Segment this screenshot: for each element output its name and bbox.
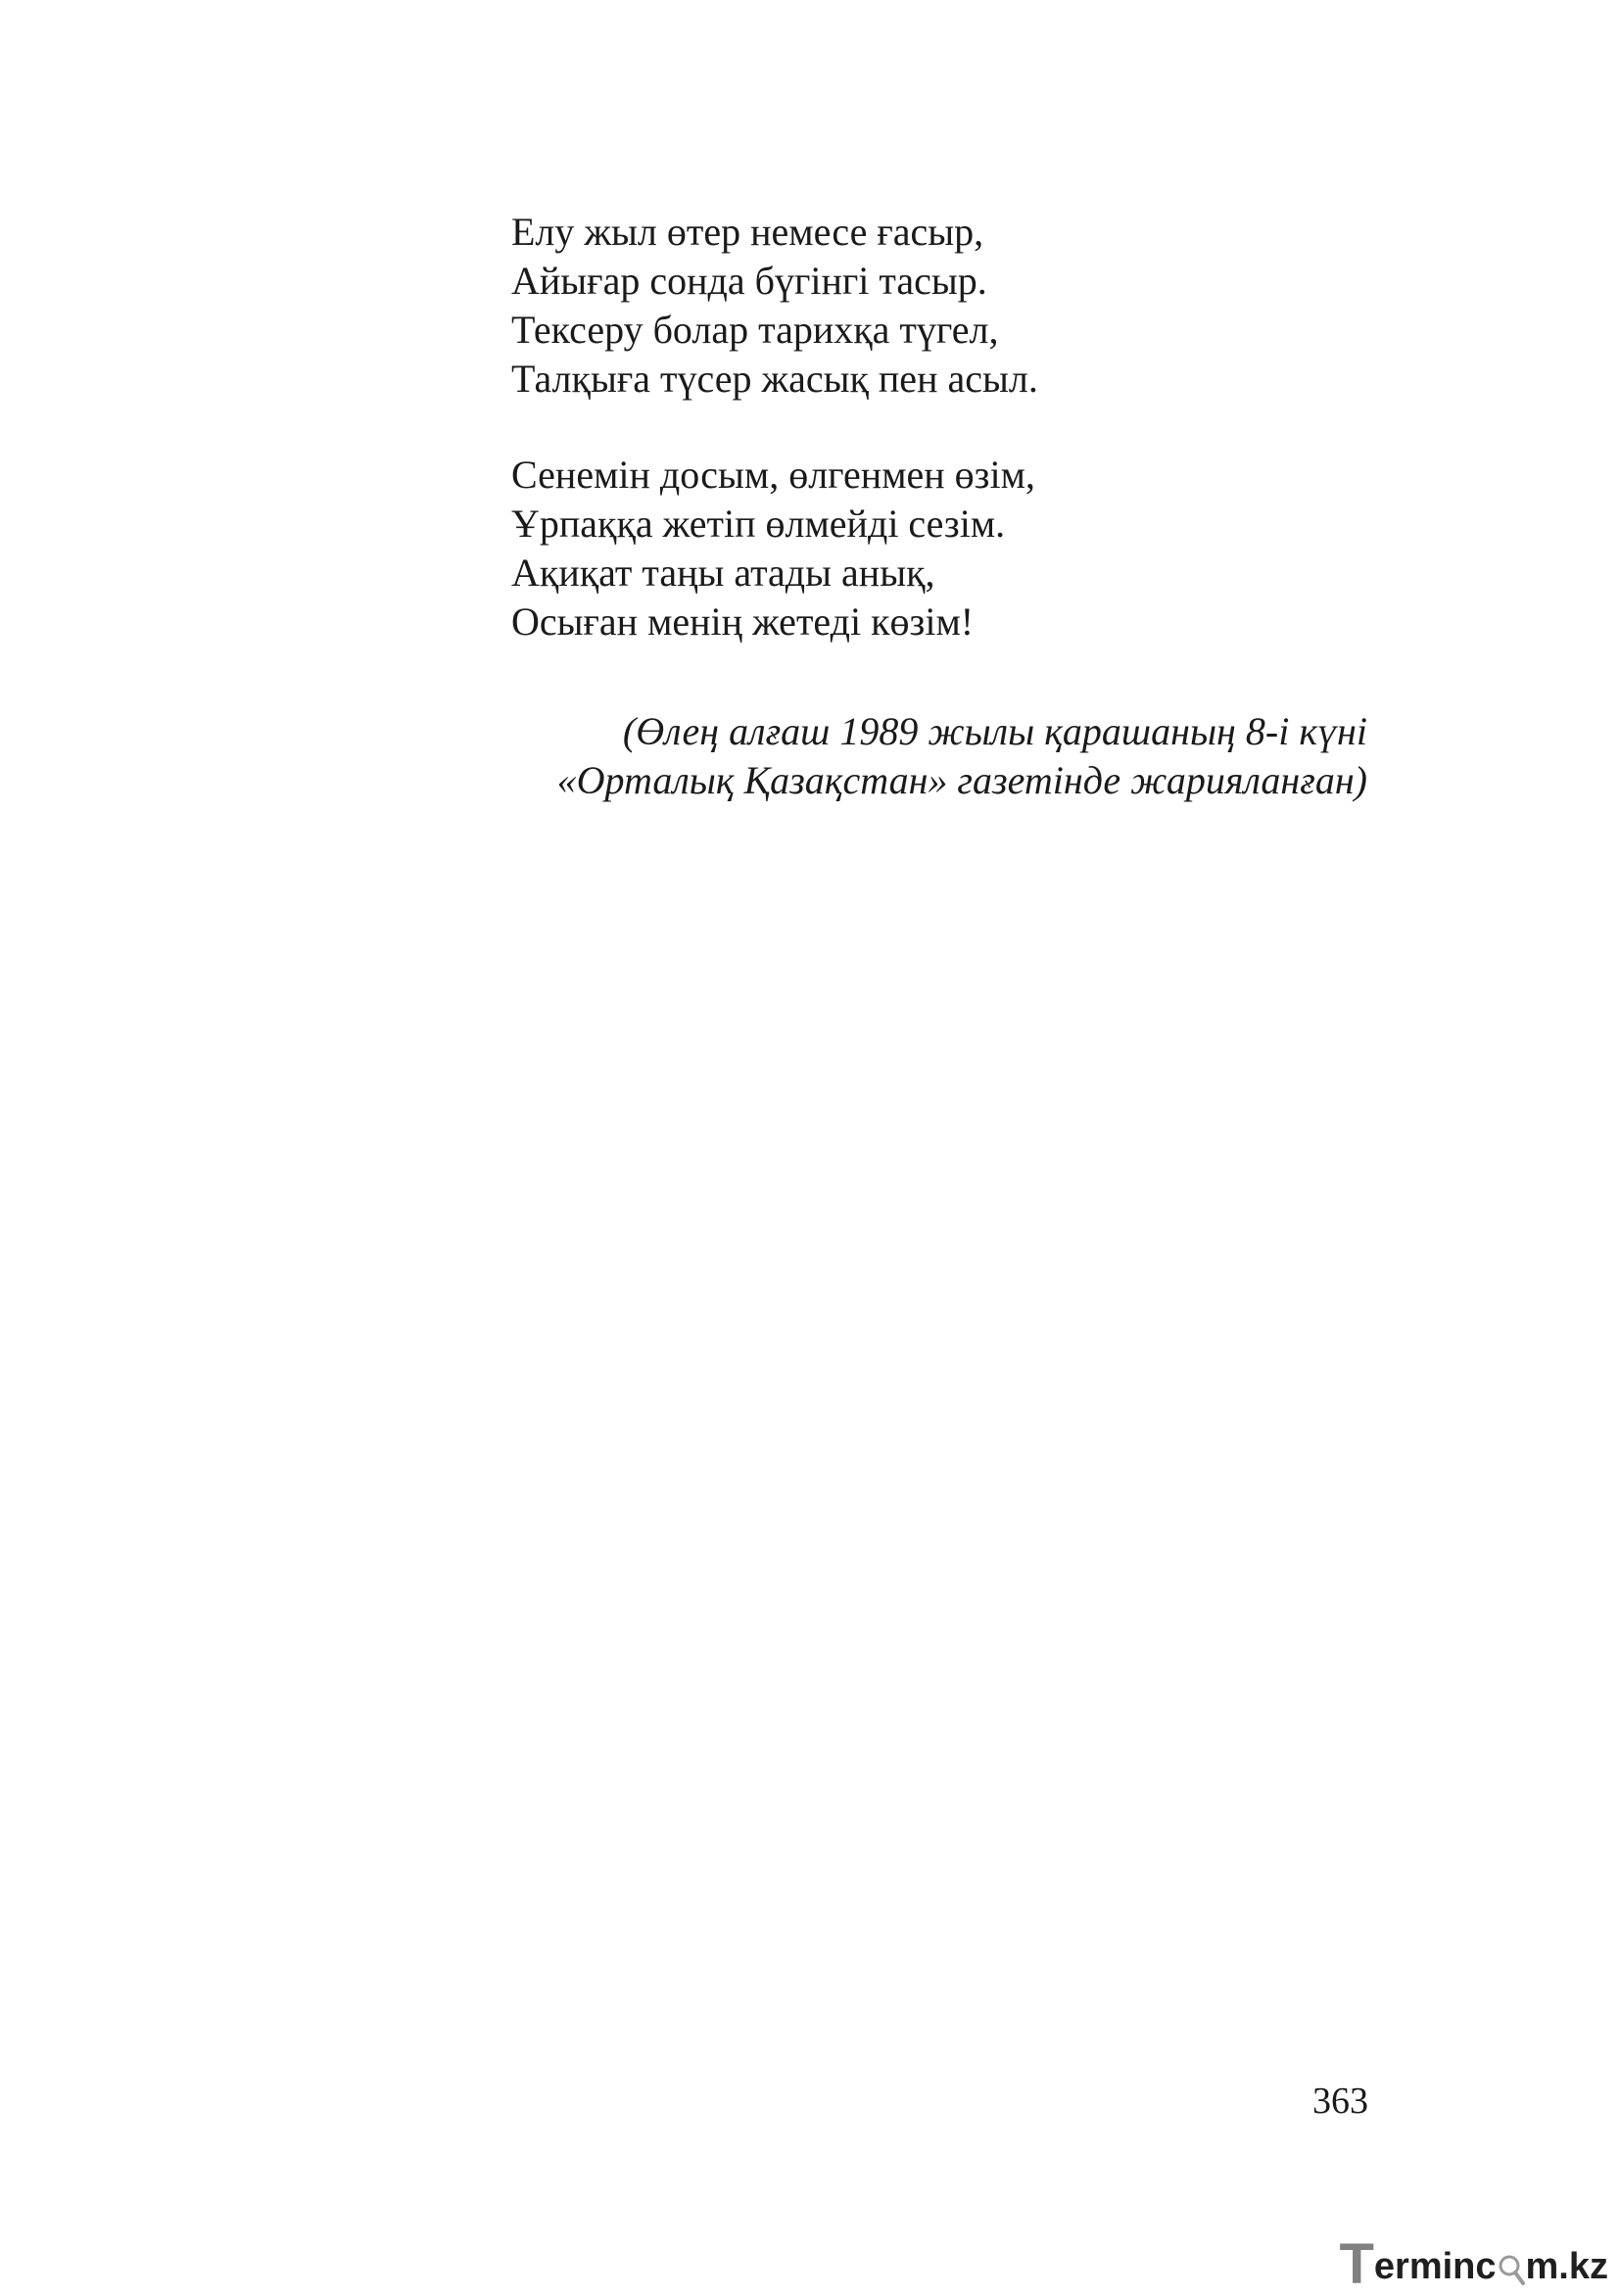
- poem: [511, 208, 1393, 646]
- page-number: 363: [1312, 2081, 1368, 2122]
- poem-line: Ұрпаққа жетіп өлмейді сезім.: [511, 502, 1006, 546]
- poem-line: Талқыға түсер жасық пен асыл.: [511, 357, 1038, 401]
- stanza-2: [511, 451, 1393, 646]
- poem-line: Сенемін досым, өлгенмен өзім,: [511, 453, 1035, 497]
- poem-line: Осыған менің жетеді көзім!: [511, 599, 975, 644]
- watermark-text-start: erminc: [1373, 2246, 1497, 2287]
- publication-note-line-1: (Өлең алғаш 1989 жылы қарашаның 8-і күні: [622, 709, 1367, 753]
- poem-line: Айығар сонда бүгінгі тасыр.: [511, 259, 987, 303]
- watermark-text-end: m.kz: [1525, 2246, 1608, 2287]
- termincom-watermark: [1339, 2232, 1608, 2296]
- publication-note-line-2: «Орталық Қазақстан» газетінде жарияланған): [556, 758, 1367, 802]
- publication-note: [388, 707, 1367, 805]
- poem-line: Ақиқат таңы атады анық,: [511, 550, 935, 595]
- stanza-1: [511, 208, 1393, 404]
- watermark-logo-letter: T: [1339, 2232, 1374, 2296]
- poem-line: Тексеру болар тарихқа түгел,: [511, 308, 999, 352]
- magnifier-icon: [1498, 2254, 1525, 2287]
- poem-line: Елу жыл өтер немесе ғасыр,: [511, 210, 984, 254]
